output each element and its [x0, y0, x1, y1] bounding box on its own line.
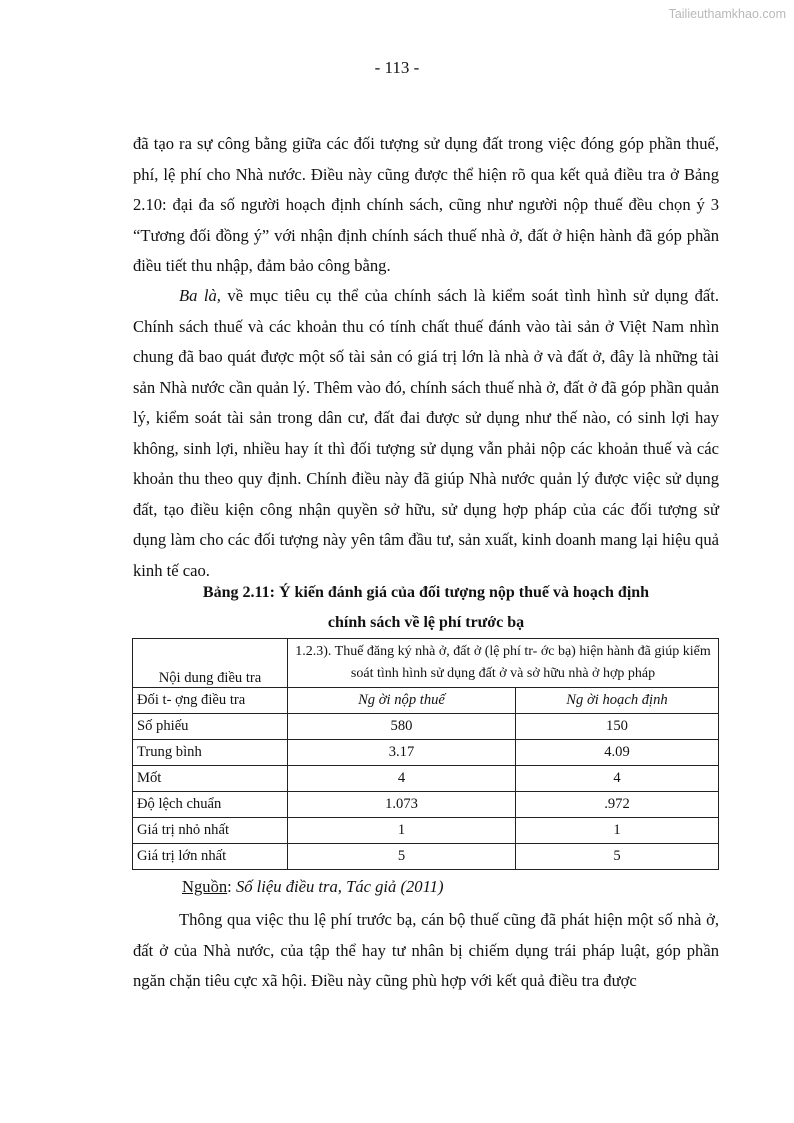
paragraph-3: Thông qua việc thu lệ phí trước bạ, cán bộ thuế cũng đã phát hiện một số nhà ở, đất ở của Nhà nước, của tập thể hay tư nhân bị chiếm dụng trái pháp luật, góp phần ngăn chặn tiêu cực xã hội. Điều này cũng phù hợp với kết quả điều tra được — [133, 910, 719, 990]
cell-policymakers: 5 — [516, 844, 719, 870]
cell-taxpayers: 1 — [288, 818, 516, 844]
paragraph-2-lead: Ba là, — [179, 286, 221, 305]
page-number: - 113 - — [374, 58, 420, 77]
table-caption-line-2: chính sách về lệ phí trước bạ — [327, 614, 525, 631]
table-row — [133, 792, 719, 818]
row-label: Độ lệch chuẩn — [133, 792, 288, 818]
table-caption-line-1: Bảng 2.11: Ý kiến đánh giá của đối tượng nộp thuế và hoạch định — [202, 584, 650, 601]
source-separator: : — [227, 877, 236, 896]
table-row — [133, 818, 719, 844]
header-label: Nội dung điều tra — [133, 639, 288, 688]
cell-taxpayers: 580 — [288, 714, 516, 740]
table-row — [133, 714, 719, 740]
cell-policymakers: 150 — [516, 714, 719, 740]
cell-taxpayers: 3.17 — [288, 740, 516, 766]
row-label: Giá trị lớn nhất — [133, 844, 288, 870]
cell-policymakers: 4.09 — [516, 740, 719, 766]
cell-policymakers: 4 — [516, 766, 719, 792]
watermark: Tailieuthamkhao.com — [668, 7, 786, 21]
cell-policymakers: 1 — [516, 818, 719, 844]
source-text: Số liệu điều tra, Tác giả (2011) — [235, 877, 444, 896]
source-label: Nguồn — [182, 877, 228, 896]
header-question: 1.2.3). Thuế đăng ký nhà ở, đất ở (lệ phí tr- ớc bạ) hiện hành đã giúp kiểm soát tình hình sử dụng đất ở và sở hữu nhà ở hợp pháp — [288, 639, 719, 688]
cell-policymakers: .972 — [516, 792, 719, 818]
survey-table — [132, 638, 719, 870]
col-policymakers: Ng ời hoạch định — [516, 688, 719, 714]
table-row — [133, 844, 719, 870]
table-header-row — [133, 639, 719, 688]
table-caption — [133, 578, 719, 638]
cell-taxpayers: 5 — [288, 844, 516, 870]
table-row — [133, 766, 719, 792]
paragraph-2 — [133, 281, 719, 586]
paragraph-1: đã tạo ra sự công bằng giữa các đối tượng sử dụng đất trong việc đóng góp phần thuế, phí, lệ phí cho Nhà nước. Điều này cũng được thể hiện rõ qua kết quả điều tra ở Bảng 2.10: đại đa số người hoạch định chính sách, cũng như người nộp thuế đều chọn ý 3 “Tương đối đồng ý” với nhận định chính sách thuế nhà ở, đất ở hiện hành đã góp phần điều tiết thu nhập, đảm bảo công bằng. — [133, 134, 719, 275]
row-label: Mốt — [133, 766, 288, 792]
col-taxpayers: Ng ời nộp thuế — [288, 688, 516, 714]
source-note — [182, 876, 444, 898]
table-group-row — [133, 688, 719, 714]
paragraph-2-body: về mục tiêu cụ thể của chính sách là kiểm soát tình hình sử dụng đất. Chính sách thuế và các khoản thu có tính chất thuế đánh vào tài sản ở Việt Nam nhìn chung đã bao quát được một số tài sản có giá trị lớn là nhà ở và đất ở, đây là những tài sản Nhà nước cần quản lý. Thêm vào đó, chính sách thuế nhà ở, đất ở đã góp phần quản lý, kiểm soát tài sản trong dân cư, đất đai được sử dụng như thế nào, có sinh lợi hay không, sinh lợi, nhiều hay ít thì đối tượng sử dụng vẫn phải nộp các khoản thuế và các khoản thu theo quy định. Chính điều này đã giúp Nhà nước quản lý được việc sử dụng đất, tạo điều kiện công nhận quyền sở hữu, sử dụng hợp pháp của các đối tượng sử dụng làm cho các đối tượng này yên tâm đầu tư, sản xuất, kinh doanh mang lại hiệu quả kinh tế cao. — [133, 286, 719, 580]
row-label: Trung bình — [133, 740, 288, 766]
table-row — [133, 740, 719, 766]
row-label: Số phiếu — [133, 714, 288, 740]
cell-taxpayers: 4 — [288, 766, 516, 792]
cell-taxpayers: 1.073 — [288, 792, 516, 818]
row-label: Giá trị nhỏ nhất — [133, 818, 288, 844]
group-label: Đối t- ợng điều tra — [133, 688, 288, 714]
